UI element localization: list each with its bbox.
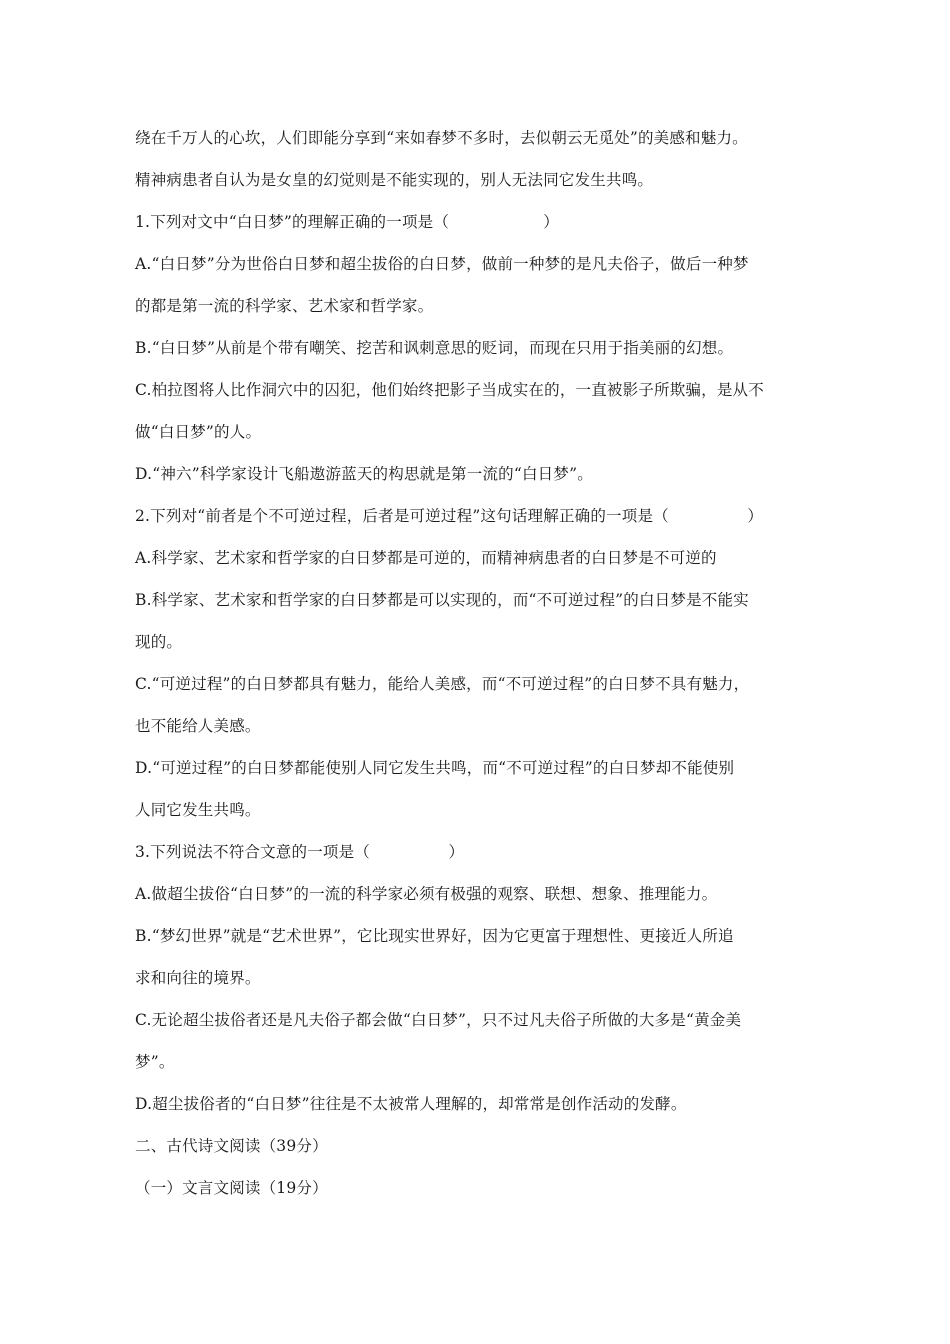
- question-3-option-d: D.超尘拔俗者的“白日梦”往往是不太被常人理解的，却常常是创作活动的发酵。: [135, 1095, 687, 1113]
- question-2-option-a: A.科学家、艺术家和哲学家的白日梦都是可逆的，而精神病患者的白日梦是不可逆的: [135, 549, 717, 567]
- question-3-option-c: C.无论超尘拔俗者还是凡夫俗子都会做“白日梦”，只不过凡夫俗子所做的大多是“黄金美: [135, 1011, 742, 1029]
- question-3-option-c-cont: 梦”。: [135, 1053, 175, 1071]
- section-heading: 二、古代诗文阅读（39分）: [135, 1137, 328, 1155]
- question-3-option-b-cont: 求和向往的境界。: [135, 969, 261, 987]
- question-3-stem: 3.下列说法不符合文意的一项是（ ）: [135, 843, 465, 861]
- question-2-option-d-cont: 人同它发生共鸣。: [135, 801, 261, 819]
- question-1-option-b: B.“白日梦”从前是个带有嘲笑、挖苦和讽刺意思的贬词，而现在只用于指美丽的幻想。: [135, 339, 734, 357]
- question-1-option-a: A.“白日梦”分为世俗白日梦和超尘拔俗的白日梦，做前一种梦的是凡夫俗子，做后一种梦: [135, 255, 749, 273]
- question-2-option-c: C.“可逆过程”的白日梦都具有魅力，能给人美感，而“不可逆过程”的白日梦不具有魅力，: [135, 675, 750, 693]
- question-2-stem: 2.下列对“前者是个不可逆过程，后者是可逆过程”这句话理解正确的一项是（ ）: [135, 507, 764, 525]
- text-line: 绕在千万人的心坎，人们即能分享到“来如春梦不多时，去似朝云无觅处”的美感和魅力。: [135, 129, 748, 147]
- question-1-stem: 1.下列对文中“白日梦”的理解正确的一项是（ ）: [135, 213, 559, 231]
- subsection-heading: （一）文言文阅读（19分）: [135, 1179, 328, 1197]
- text-line: 精神病患者自认为是女皇的幻觉则是不能实现的，别人无法同它发生共鸣。: [135, 171, 654, 189]
- question-2-option-b-cont: 现的。: [135, 633, 183, 651]
- question-1-option-c-cont: 做“白日梦”的人。: [135, 423, 262, 441]
- question-2-option-c-cont: 也不能给人美感。: [135, 717, 261, 735]
- question-3-option-b: B.“梦幻世界”就是“艺术世界”，它比现实世界好，因为它更富于理想性、更接近人所追: [135, 927, 734, 945]
- question-2-option-d: D.“可逆过程”的白日梦都能使别人同它发生共鸣，而“不可逆过程”的白日梦却不能使别: [135, 759, 735, 777]
- question-2-option-b: B.科学家、艺术家和哲学家的白日梦都是可以实现的，而“不可逆过程”的白日梦是不能实: [135, 591, 749, 609]
- question-1-option-a-cont: 的都是第一流的科学家、艺术家和哲学家。: [135, 297, 434, 315]
- question-3-option-a: A.做超尘拔俗“白日梦”的一流的科学家必须有极强的观察、联想、想象、推理能力。: [135, 885, 718, 903]
- question-1-option-d: D.“神六”科学家设计飞船遨游蓝天的构思就是第一流的“白日梦”。: [135, 465, 593, 483]
- question-1-option-c: C.柏拉图将人比作洞穴中的囚犯，他们始终把影子当成实在的，一直被影子所欺骗，是从不: [135, 381, 764, 399]
